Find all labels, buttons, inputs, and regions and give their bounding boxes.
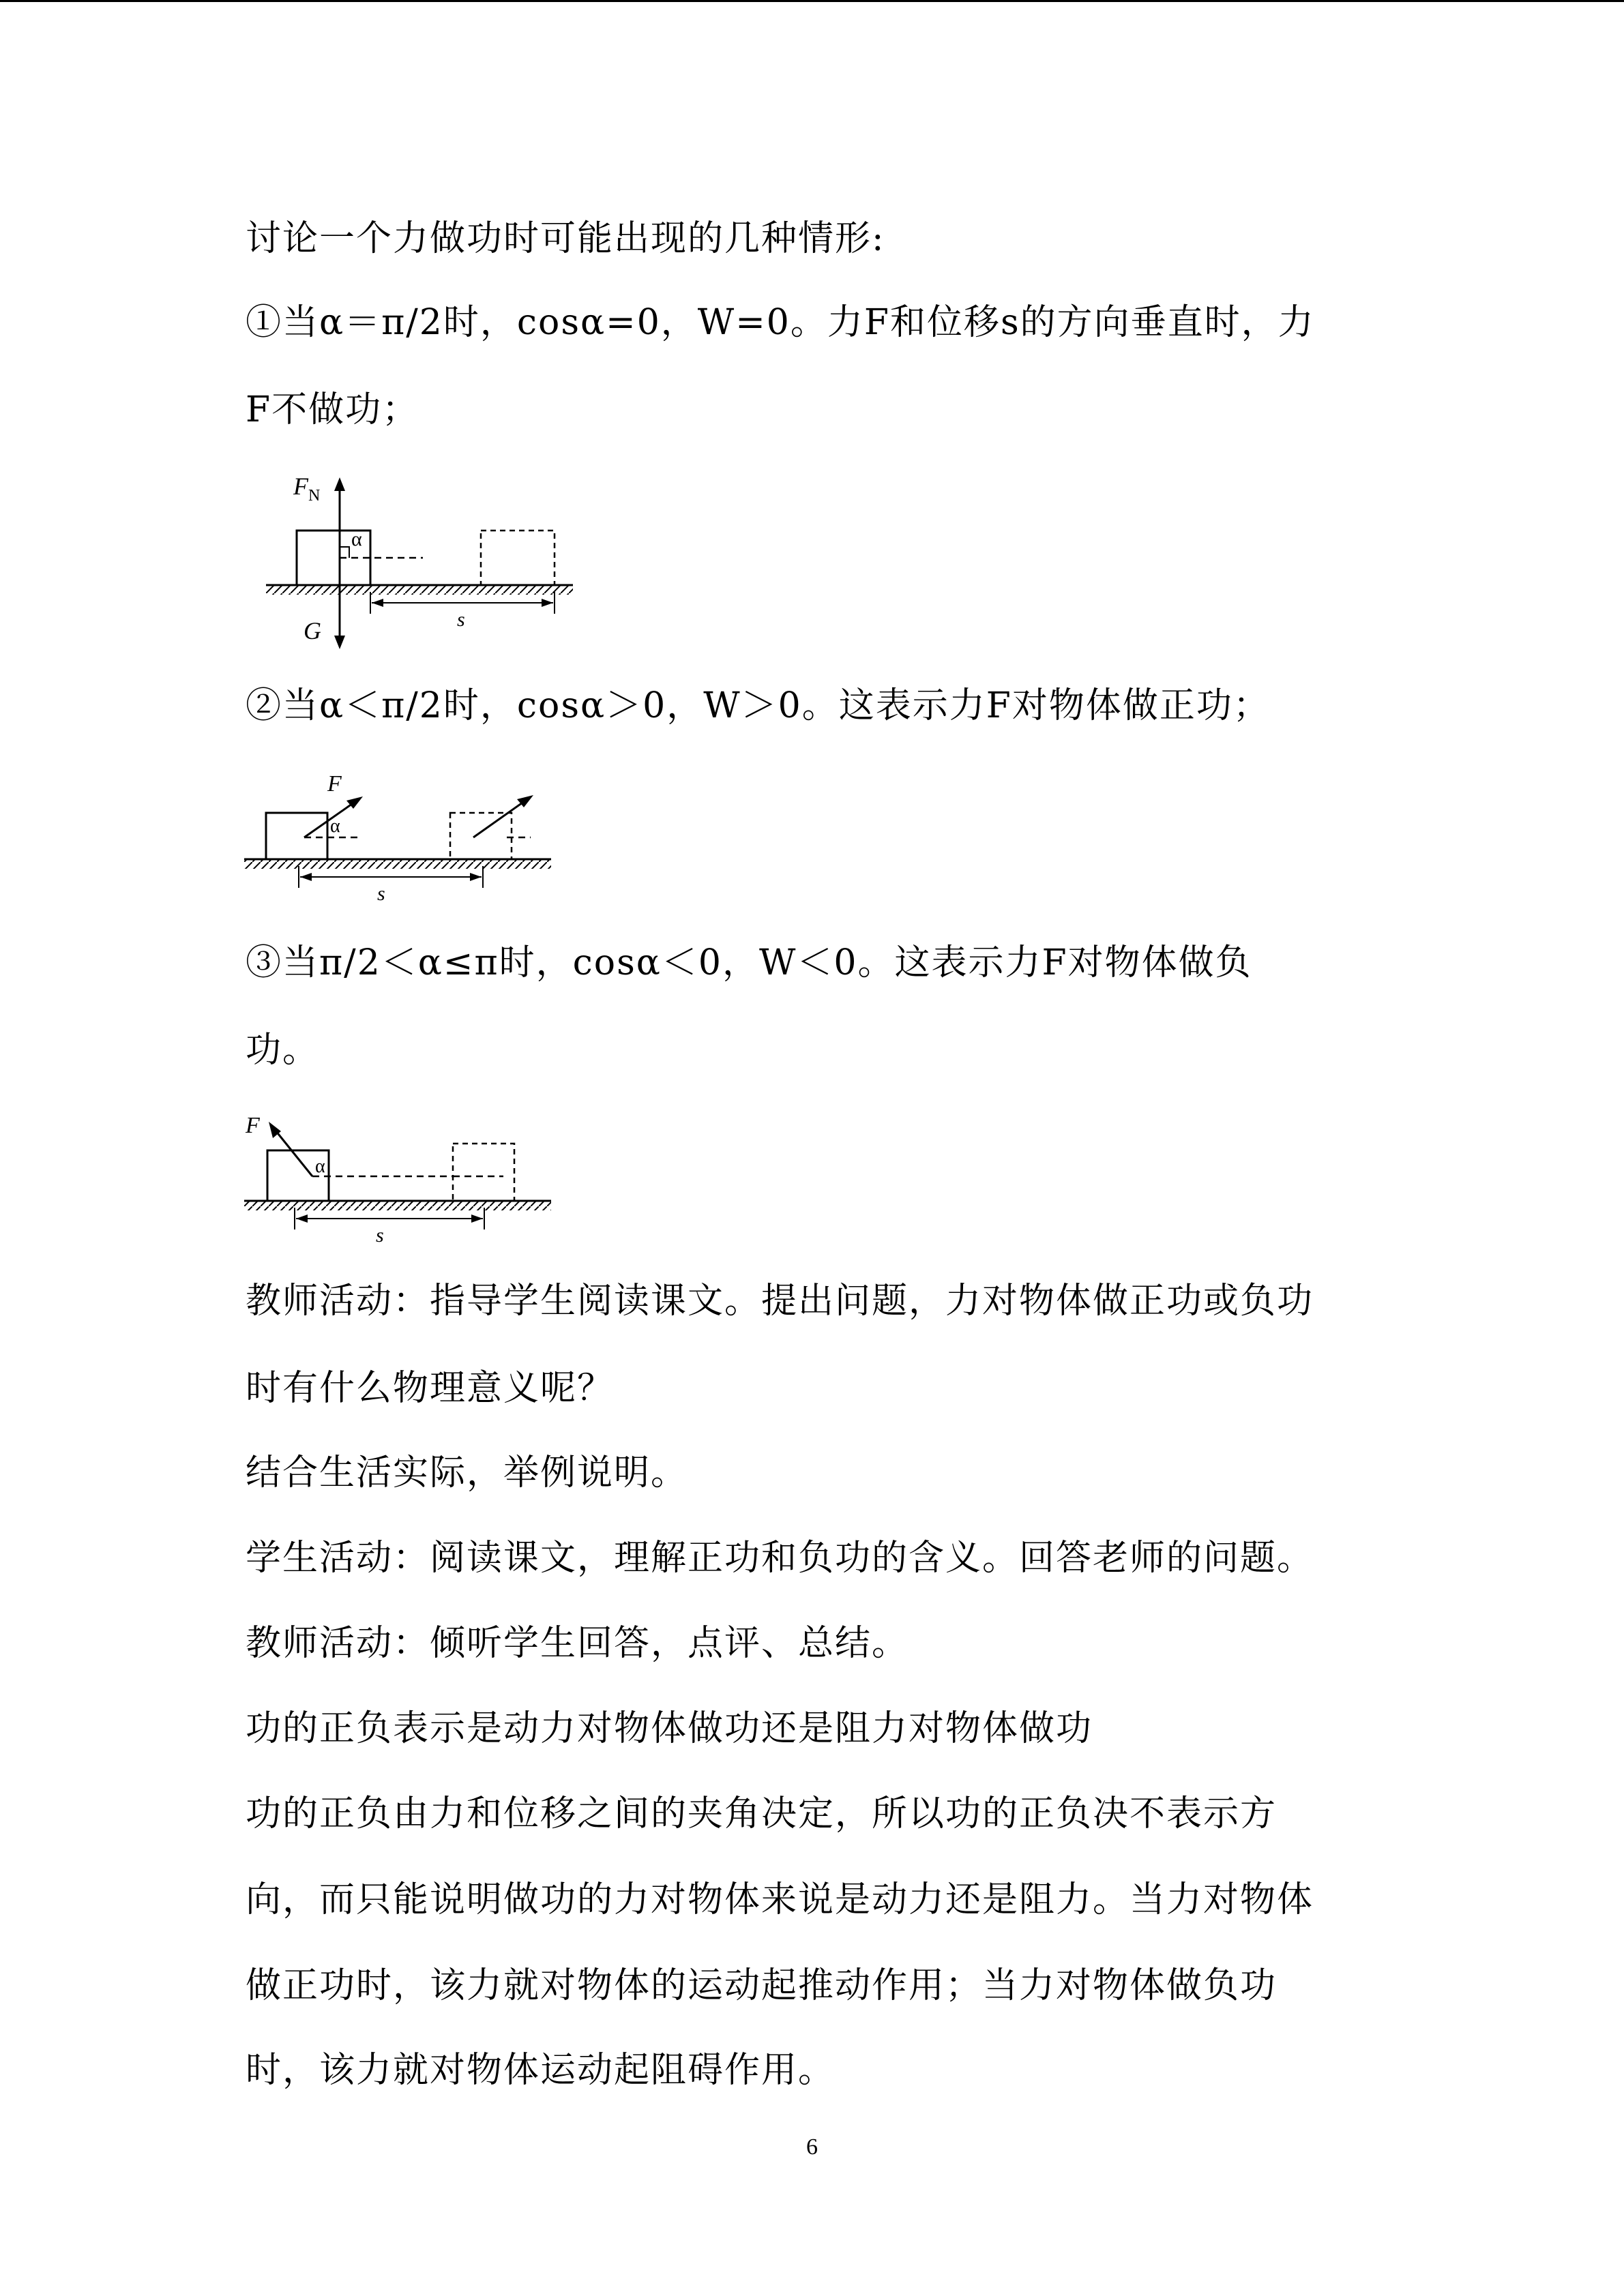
normal-force-label: F <box>293 473 308 500</box>
alpha-label: α <box>330 816 340 837</box>
ground-hatch <box>244 1201 551 1210</box>
force-label: F <box>246 1113 260 1138</box>
displacement-arrow-left <box>296 1214 308 1223</box>
block-displaced <box>481 531 555 585</box>
right-angle-mark <box>340 547 349 558</box>
paragraph-explanation-line4: 时，该力就对物体运动起阻碍作用。 <box>246 2050 836 2091</box>
displacement-arrow-left <box>372 599 383 607</box>
alpha-label: α <box>315 1156 325 1177</box>
ground-hatch <box>266 585 573 595</box>
displacement-label: s <box>376 1224 384 1247</box>
gravity-label: G <box>304 617 321 644</box>
paragraph-explanation-line2: 向，而只能说明做功的力对物体来说是动力还是阻力。当力对物体 <box>246 1879 1314 1920</box>
paragraph-explanation-line3: 做正功时，该力就对物体的运动起推动作用；当力对物体做负功 <box>246 1965 1278 2006</box>
alpha-label: α <box>351 528 362 550</box>
paragraph-teacher-activity-line2: 时有什么物理意义呢？ <box>246 1368 615 1409</box>
paragraph-teacher-summary: 教师活动：倾听学生回答，点评、总结。 <box>246 1623 909 1664</box>
paragraph-case3-line1: ③当π/2＜α≤π时，cosα＜0，W＜0。这表示力F对物体做负 <box>246 942 1252 983</box>
paragraph-teacher-activity-line1: 教师活动：指导学生阅读课文。提出问题，力对物体做正功或负功 <box>246 1281 1314 1322</box>
displacement-arrow-left <box>300 873 312 881</box>
block-displaced <box>453 1144 514 1201</box>
displacement-label: s <box>457 608 465 631</box>
figure-perpendicular-force <box>266 471 580 655</box>
block <box>266 813 327 859</box>
displacement-arrow-right <box>542 599 553 607</box>
top-border <box>0 0 1624 2</box>
force-arrow <box>273 1127 312 1176</box>
displacement-arrow-right <box>471 1214 483 1223</box>
paragraph-student-activity: 学生活动：阅读课文，理解正功和负功的含义。回答老师的问题。 <box>246 1538 1314 1579</box>
figure-negative-work <box>244 1108 558 1251</box>
displacement-arrow-right <box>470 873 482 881</box>
normal-force-subscript: N <box>308 487 321 505</box>
paragraph-intro: 讨论一个力做功时可能出现的几种情形: <box>246 218 885 259</box>
paragraph-case1-line2: F不做功； <box>246 389 419 430</box>
figure-positive-work <box>244 764 558 907</box>
paragraph-explanation-line1: 功的正负由力和位移之间的夹角决定，所以功的正负决不表示方 <box>246 1793 1278 1834</box>
paragraph-real-life: 结合生活实际，举例说明。 <box>246 1452 688 1493</box>
paragraph-case2: ②当α＜π/2时，cosα＞0，W＞0。这表示力F对物体做正功； <box>246 685 1270 726</box>
force-label: F <box>327 771 342 796</box>
displacement-label: s <box>377 882 385 905</box>
ground-hatch <box>244 859 551 869</box>
paragraph-case1-line1: ①当α＝π/2时，cosα=0，W=0。力F和位移s的方向垂直时，力 <box>246 302 1315 343</box>
gravity-arrowhead <box>334 636 345 649</box>
block-displaced <box>450 813 512 859</box>
normal-force-arrowhead <box>334 477 345 491</box>
page-number: 6 <box>806 2134 818 2160</box>
paragraph-case3-line2: 功。 <box>246 1030 320 1071</box>
paragraph-heading-sign-of-work: 功的正负表示是动力对物体做功还是阻力对物体做功 <box>246 1708 1093 1749</box>
